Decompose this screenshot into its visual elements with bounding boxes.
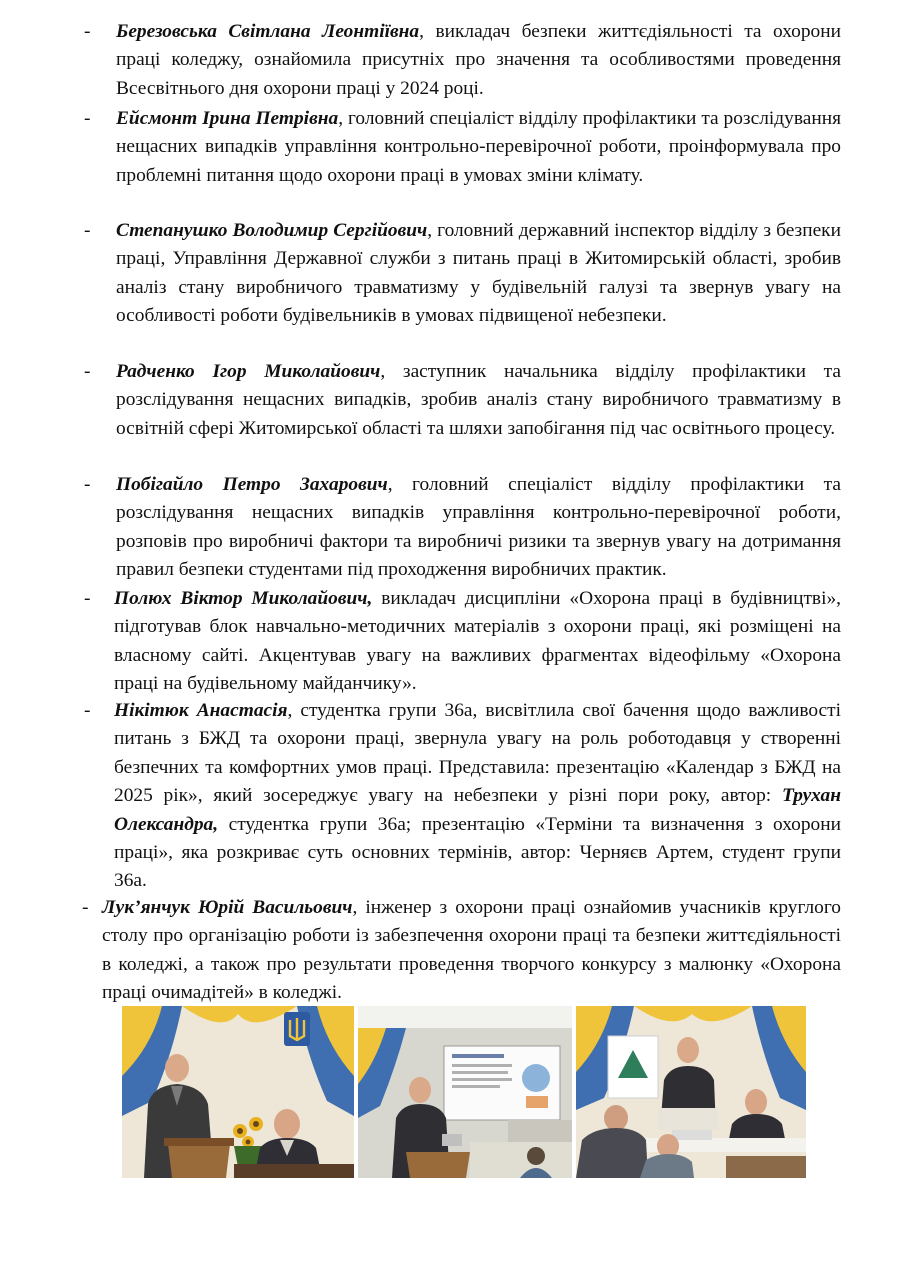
list-dash: -: [84, 108, 91, 129]
speaker-description: , головний спеціаліст відділу профілактики та розслідування нещасних випадків управління контрольно-перевірочної роботи, розповів про виробничі фактори та виробничі ризики та звернув увагу на дотримання правил безпеки студентами під проходження виробничих практик.: [116, 474, 841, 581]
photo-presentation-screen: [358, 1006, 572, 1178]
speaker-description: , головний державний інспектор відділу з безпеки праці, Управління Державної служби з питань праці в Житомирській області, зробив аналіз стану виробничого травматизму у будівельній галузі та звернув увагу на особливості роботи будівельників в умовах підвищеної небезпеки.: [116, 220, 841, 327]
list-dash: -: [84, 474, 91, 495]
author-name: Трухан Олександра,: [114, 785, 841, 835]
photo-round-table-audience: [576, 1006, 806, 1178]
speaker-name: Березовська Світлана Леонтіївна: [116, 21, 420, 42]
list-dash: -: [84, 588, 91, 609]
speaker-name: Полюх Віктор Миколайович,: [114, 588, 373, 609]
speaker-name: Ейсмонт Ірина Петрівна: [116, 108, 339, 129]
speaker-entry-6: [84, 585, 841, 699]
speaker-description: , студентка групи 36а, висвітлила свої бачення щодо важливості питань з БЖД та охорони праці, звернула увагу на роль роботодавця у створенні безпечних та комфортних умов праці. Представила: презентацію «Календар з БЖД на 2025 рік», який зосереджує увагу на небезпеки у різні пори року, автор:: [114, 700, 841, 807]
speaker-entry-1: [84, 18, 841, 103]
speaker-description: , викладач безпеки життєдіяльності та охорони праці коледжу, ознайомила присутніх про значення та особливостями проведення Всесвітнього дня охорони праці у 2024 році.: [116, 21, 842, 99]
photo-speaker-at-podium: [122, 1006, 354, 1178]
speaker-entry-7: [84, 697, 841, 896]
speaker-name: Лук’янчук Юрій Васильович: [102, 897, 353, 918]
speaker-name: Побігайло Петро Захарович: [116, 474, 388, 495]
speaker-entry-5: [84, 471, 841, 585]
speaker-name: Нікітюк Анастасія: [114, 700, 288, 721]
list-dash: -: [84, 361, 91, 382]
speaker-description: , інженер з охорони праці ознайомив учасників круглого столу про організацію роботи із забезпечення охорони праці та безпеки життєдіяльності в коледжі, а також про результати проведення творчого конкурсу з малюнку «Охорона праці очимадітей» в коледжі.: [102, 897, 841, 1004]
speaker-name: Радченко Ігор Миколайович: [116, 361, 381, 382]
speaker-description: , головний спеціаліст відділу профілактики та розслідування нещасних випадків управління контрольно-перевірочної роботи, проінформувала про проблемні питання щодо охорони праці в умовах зміни клімату.: [116, 108, 842, 186]
speaker-description: , заступник начальника відділу профілактики та розслідування нещасних випадків, зробив аналіз стану виробничого травматизму в освітній сфері Житомирської області та шляхи запобігання під час освітнього процесу.: [116, 361, 842, 439]
speaker-description: викладач дисципліни «Охорона праці в будівництві», підготував блок навчально-методичних матеріалів з охорони праці, які розміщені на власному сайті. Акцентував увагу на важливих фрагментах відеофільму «Охорона праці на будівельному майданчику».: [114, 588, 842, 695]
list-dash: -: [84, 700, 91, 721]
photo-strip: [122, 1006, 806, 1178]
list-dash: -: [84, 21, 91, 42]
list-dash: -: [84, 220, 91, 241]
speaker-entry-2: [84, 105, 841, 190]
speaker-name: Степанушко Володимир Сергійович: [116, 220, 428, 241]
speaker-description-continued: студентка групи 36а; презентацію «Терміни та визначення з охорони праці», яка розкриває суть основних термінів, автор: Черняєв Артем, студент групи 36а.: [114, 813, 841, 892]
speaker-entry-4: [84, 358, 841, 443]
speaker-entry-3: [84, 217, 841, 331]
list-dash: -: [82, 897, 89, 918]
speaker-entry-8: [82, 894, 841, 1008]
